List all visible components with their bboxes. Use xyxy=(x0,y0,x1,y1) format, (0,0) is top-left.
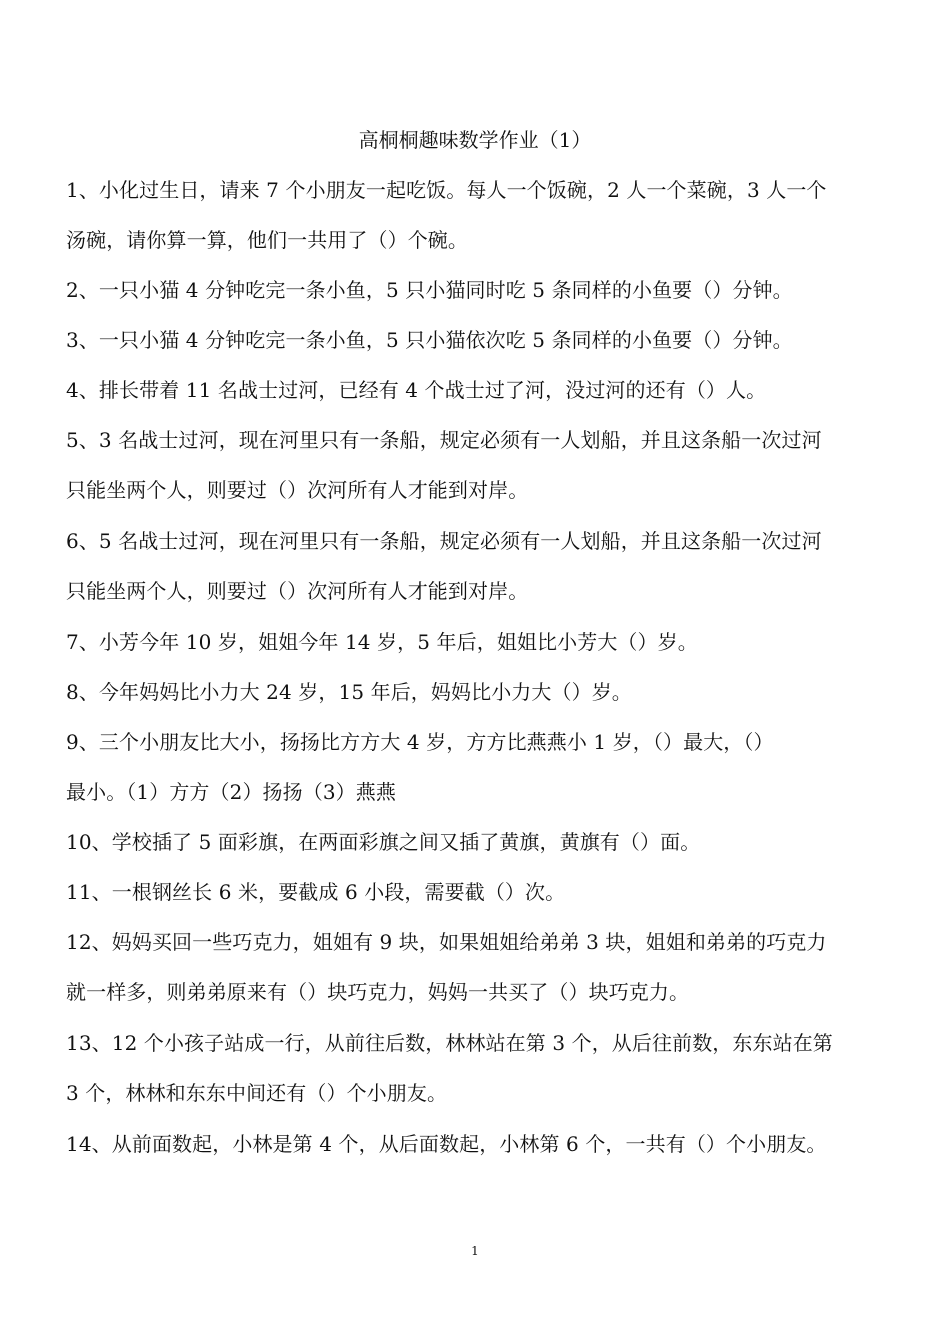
question-4-line-1: 4、排长带着 11 名战士过河，已经有 4 个战士过了河，没过河的还有（）人。 xyxy=(66,378,767,402)
page-number: 1 xyxy=(471,1244,479,1258)
question-12-line-2: 就一样多，则弟弟原来有（）块巧克力，妈妈一共买了（）块巧克力。 xyxy=(66,980,690,1004)
question-11-line-1: 11、一根钢丝长 6 米，要截成 6 小段，需要截（）次。 xyxy=(66,880,566,904)
question-2-line-1: 2、一只小猫 4 分钟吃完一条小鱼，5 只小猫同时吃 5 条同样的小鱼要（）分钟。 xyxy=(66,278,793,302)
question-3-line-1: 3、一只小猫 4 分钟吃完一条小鱼，5 只小猫依次吃 5 条同样的小鱼要（）分钟。 xyxy=(66,328,793,352)
question-13-line-1: 13、12 个小孩子站成一行，从前往后数，林林站在第 3 个，从后往前数，东东站在第 xyxy=(66,1031,833,1055)
question-1-line-2: 汤碗，请你算一算，他们一共用了（）个碗。 xyxy=(66,228,468,252)
question-12-line-1: 12、妈妈买回一些巧克力，姐姐有 9 块，如果姐姐给弟弟 3 块，姐姐和弟弟的巧克力 xyxy=(66,930,827,954)
question-9-line-2: 最小。（1）方方（2）扬扬（3）燕燕 xyxy=(66,780,396,804)
question-7-line-1: 7、小芳今年 10 岁，姐姐今年 14 岁，5 年后，姐姐比小芳大（）岁。 xyxy=(66,630,698,654)
question-6-line-2: 只能坐两个人，则要过（）次河所有人才能到对岸。 xyxy=(66,579,529,603)
question-5-line-1: 5、3 名战士过河，现在河里只有一条船，规定必须有一人划船，并且这条船一次过河 xyxy=(66,428,822,452)
question-6-line-1: 6、5 名战士过河，现在河里只有一条船，规定必须有一人划船，并且这条船一次过河 xyxy=(66,529,822,553)
question-9-line-1: 9、三个小朋友比大小，扬扬比方方大 4 岁，方方比燕燕小 1 岁，（）最大，（） xyxy=(66,730,774,754)
question-13-line-2: 3 个，林林和东东中间还有（）个小朋友。 xyxy=(66,1081,448,1105)
question-8-line-1: 8、今年妈妈比小力大 24 岁，15 年后，妈妈比小力大（）岁。 xyxy=(66,680,632,704)
question-5-line-2: 只能坐两个人，则要过（）次河所有人才能到对岸。 xyxy=(66,478,529,502)
page-title: 高桐桐趣味数学作业（1） xyxy=(358,128,592,152)
question-14-line-1: 14、从前面数起，小林是第 4 个，从后面数起，小林第 6 个，一共有（）个小朋友。 xyxy=(66,1132,827,1156)
question-1-line-1: 1、小化过生日，请来 7 个小朋友一起吃饭。每人一个饭碗，2 人一个菜碗，3 人一个 xyxy=(66,178,827,202)
question-10-line-1: 10、学校插了 5 面彩旗，在两面彩旗之间又插了黄旗，黄旗有（）面。 xyxy=(66,830,701,854)
